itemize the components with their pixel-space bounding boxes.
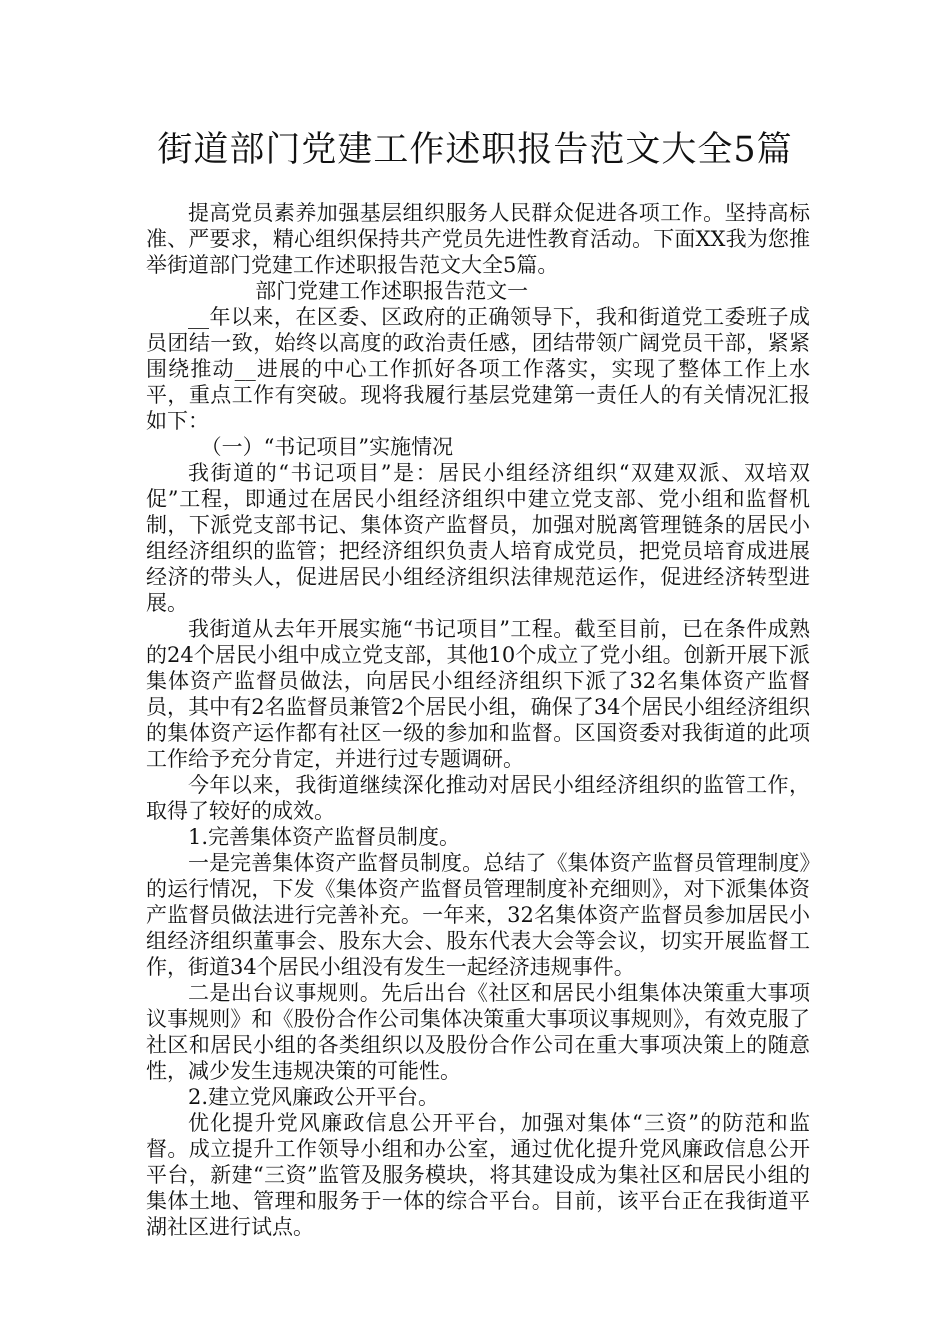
section-heading: （一）“书记项目”实施情况 — [200, 435, 454, 459]
paragraph: 一是完善集体资产监督员制度。总结了《集体资产监督员管理制度》的运行情况，下发《集体资产监督员管理制度补充细则》，对下派集体资产监督员做法进行完善补充。一年来，32名集体资产监督员参加居民小组经济组织董事会、股东大会、股东代表大会等会议，切实开展监督工作，街道34个居民小组没有发生一起经济违规事件。 — [146, 851, 810, 979]
paragraph: 我街道从去年开展实施“书记项目”工程。截至目前，已在条件成熟的24个居民小组中成立党支部，其他10个成立了党小组。创新开展下派集体资产监督员做法，向居民小组经济组织下派了32名集体资产监督员，其中有2名监督员兼管2个居民小组，确保了34个居民小组经济组织的集体资产运作都有社区一级的参加和监督。区国资委对我街道的此项工作给予充分肯定，并进行过专题调研。 — [146, 617, 810, 771]
numbered-heading: 2.建立党风廉政公开平台。 — [188, 1085, 440, 1109]
paragraph: 二是出台议事规则。先后出台《社区和居民小组集体决策重大事项议事规则》和《股份合作公司集体决策重大事项议事规则》，有效克服了社区和居民小组的各类组织以及股份合作公司在重大事项决策上的随意性，减少发生违规决策的可能性。 — [146, 981, 810, 1083]
numbered-heading: 1.完善集体资产监督员制度。 — [188, 825, 461, 849]
paragraph: 今年以来，我街道继续深化推动对居民小组经济组织的监管工作，取得了较好的成效。 — [146, 773, 810, 823]
document-body — [146, 200, 810, 1240]
subheading-sample-one: 部门党建工作述职报告范文一 — [255, 279, 529, 303]
paragraph: __年以来，在区委、区政府的正确领导下，我和街道党工委班子成员团结一致，始终以高度的政治责任感，团结带领广阔党员干部，紧紧围绕推动__进展的中心工作抓好各项工作落实，实现了整体工作上水平，重点工作有突破。现将我履行基层党建第一责任人的有关情况汇报如下： — [146, 305, 810, 433]
document-title: 街道部门党建工作述职报告范文大全5篇 — [157, 130, 793, 170]
intro-paragraph: 提高党员素养加强基层组织服务人民群众促进各项工作。坚持高标准、严要求，精心组织保持共产党员先进性教育活动。下面XX我为您推举街道部门党建工作述职报告范文大全5篇。 — [146, 201, 810, 277]
paragraph: 我街道的“书记项目”是：居民小组经济组织“双建双派、双培双促”工程，即通过在居民小组经济组织中建立党支部、党小组和监督机制，下派党支部书记、集体资产监督员，加强对脱离管理链条的居民小组经济组织的监管；把经济组织负责人培育成党员，把党员培育成进展经济的带头人，促进居民小组经济组织法律规范运作，促进经济转型进展。 — [146, 461, 810, 615]
paragraph: 优化提升党风廉政信息公开平台，加强对集体“三资”的防范和监督。成立提升工作领导小组和办公室，通过优化提升党风廉政信息公开平台，新建“三资”监管及服务模块，将其建设成为集社区和居民小组的集体土地、管理和服务于一体的综合平台。目前，该平台正在我街道平湖社区进行试点。 — [146, 1111, 810, 1239]
